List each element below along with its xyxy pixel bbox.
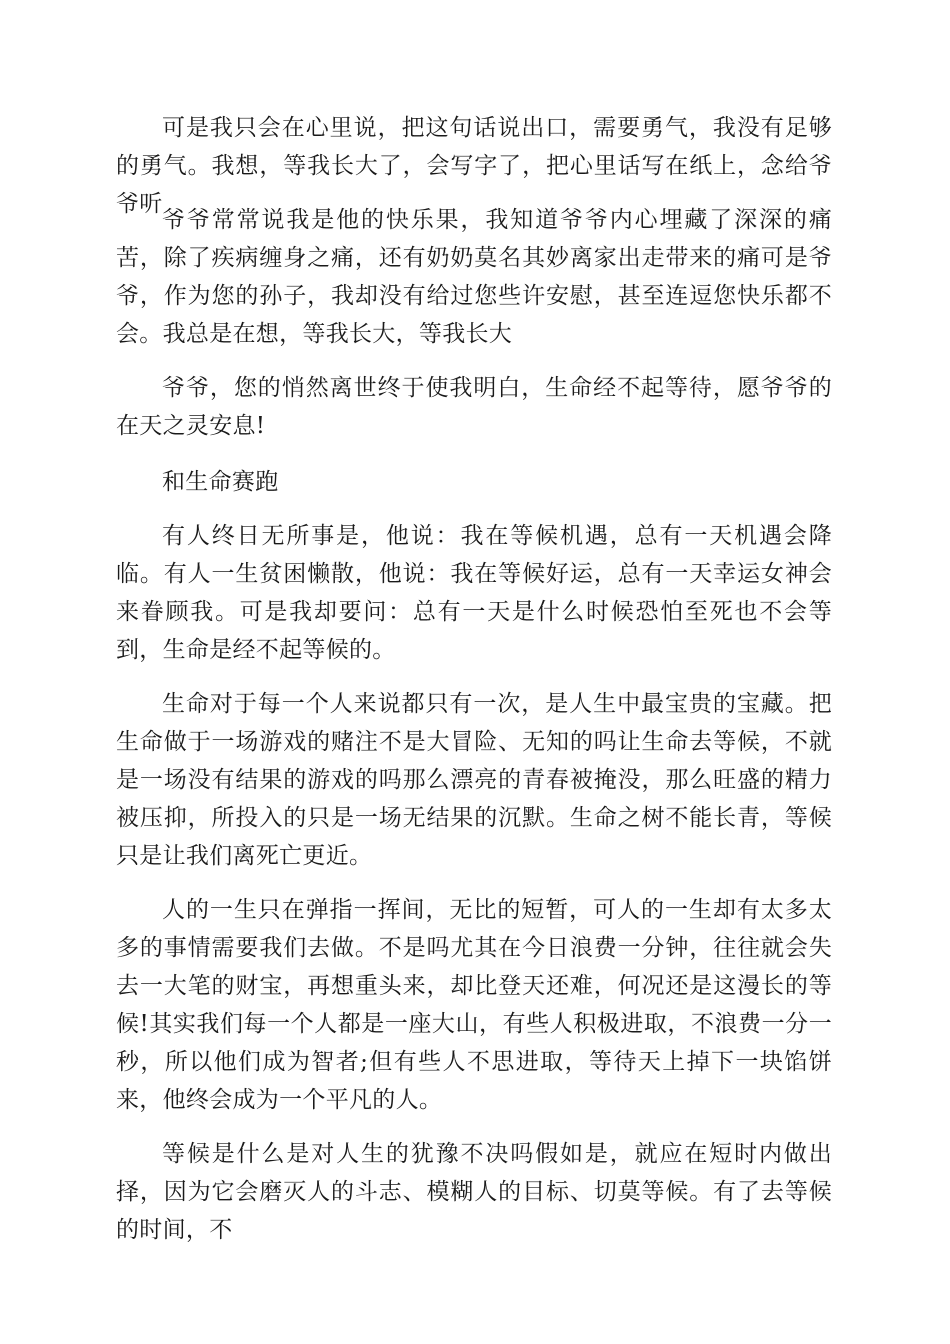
paragraph: 人的一生只在弹指一挥间，无比的短暂，可人的一生却有太多太多的事情需要我们去做。不是吗尤其在今日浪费一分钟，往往就会失去一大笔的财宝，再想重头来，却比登天还难，何况还是这漫长的等候!其实我们每一个人都是一座大山，有些人积极进取，不浪费一分一秒，所以他们成为智者;但有些人不思进取，等待天上掉下一块馅饼来，他终会成为一个平凡的人。	[116, 897, 832, 1113]
paragraph: 有人终日无所事是，他说：我在等候机遇，总有一天机遇会降临。有人一生贫困懒散，他说：我在等候好运，总有一天幸运女神会来眷顾我。可是我却要问：总有一天是什么时候恐怕至死也不会等到，生命是经不起等候的。	[116, 523, 832, 663]
paragraph: 爷爷，您的悄然离世终于使我明白，生命经不起等待，愿爷爷的在天之灵安息!	[116, 375, 832, 439]
paragraph: 爷爷常常说我是他的快乐果，我知道爷爷内心埋藏了深深的痛苦，除了疾病缠身之痛，还有奶奶莫名其妙离家出走带来的痛可是爷爷，作为您的孙子，我却没有给过您些许安慰，甚至连逗您快乐都不会。我总是在想，等我长大，等我长大	[116, 207, 832, 347]
paragraph: 生命对于每一个人来说都只有一次，是人生中最宝贵的宝藏。把生命做于一场游戏的赌注不是大冒险、无知的吗让生命去等候，不就是一场没有结果的游戏的吗那么漂亮的青春被掩没，那么旺盛的精力被压抑，所投入的只是一场无结果的沉默。生命之树不能长青，等候只是让我们离死亡更近。	[116, 691, 832, 869]
paragraph: 可是我只会在心里说，把这句话说出口，需要勇气，我没有足够的勇气。我想，等我长大了，会写字了，把心里话写在纸上，念给爷爷听	[116, 115, 832, 217]
paragraph: 等候是什么是对人生的犹豫不决吗假如是，就应在短时内做出择，因为它会磨灭人的斗志、模糊人的目标、切莫等候。有了去等候的时间，不	[116, 1141, 832, 1243]
section-title: 和生命赛跑	[162, 469, 279, 495]
